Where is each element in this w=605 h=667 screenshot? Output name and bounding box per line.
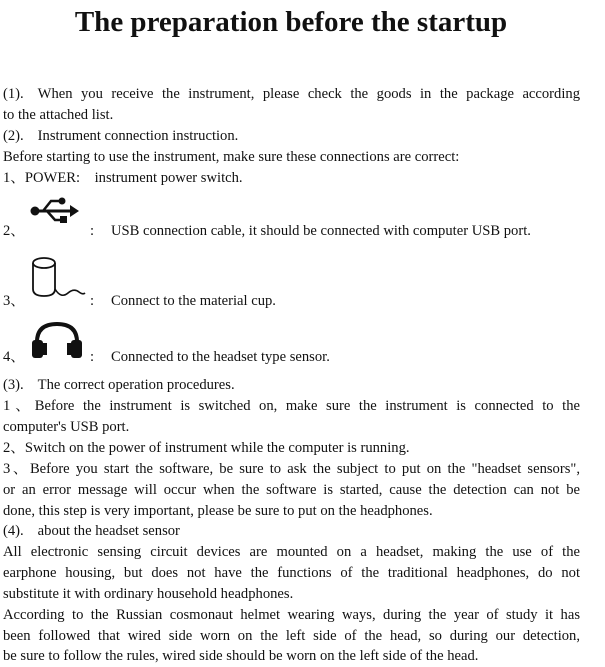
connection-4-colon: :: [90, 349, 95, 365]
procedure-3-line-1: 3、Before you start the software, be sure to ask the subject to put on the "headset sensors",: [3, 461, 580, 477]
headset-icon: [31, 320, 83, 360]
headset-para-1-line-2: earphone housing, but does not have the functions of the traditional headphones, do not: [3, 565, 580, 581]
procedure-1-line-1: 1、Before the instrument is switched on, make sure the instrument is connected to the: [3, 398, 580, 414]
page-title: The preparation before the startup: [74, 6, 508, 38]
section-4-number: (4).: [3, 523, 24, 539]
section-2-number: (2).: [3, 128, 24, 144]
headset-para-2-line-3: be sure to follow the rules, wired side should be worn on the left side of the head.: [3, 648, 479, 664]
headset-para-1-line-3: substitute it with ordinary household headphones.: [3, 586, 294, 602]
section-2-heading: [3, 126, 580, 146]
connection-1-power: 1、POWER: instrument power switch.: [3, 170, 243, 186]
section-1-text: When you receive the instrument, please check the goods in the package according: [37, 86, 580, 102]
connection-3-cup: [3, 291, 580, 311]
section-3-text: The correct operation procedures.: [37, 377, 235, 393]
connection-2-number: 2、: [3, 223, 25, 239]
connection-4-headset: [3, 347, 580, 367]
section-4-text: about the headset sensor: [37, 523, 180, 539]
section-1-number: (1).: [3, 86, 24, 102]
procedure-3-line-2: or an error message will occur when the software is started, cause the detection can not be: [3, 482, 580, 498]
connection-2-text: USB connection cable, it should be connected with computer USB port.: [111, 223, 531, 239]
connection-4-number: 4、: [3, 349, 25, 365]
section-3-heading: [3, 375, 580, 395]
connection-3-number: 3、: [3, 293, 25, 309]
procedure-2: 2、Switch on the power of instrument while the computer is running.: [3, 440, 410, 456]
connection-2-usb: [3, 221, 580, 241]
section-2-text: Instrument connection instruction.: [37, 128, 239, 144]
connection-intro: Before starting to use the instrument, make sure these connections are correct:: [3, 149, 460, 165]
connection-3-colon: :: [90, 293, 95, 309]
headset-para-2-line-1: According to the Russian cosmonaut helmet wearing ways, during the year of study it has: [3, 607, 580, 623]
section-1-line-2: to the attached list.: [3, 107, 114, 123]
procedure-1-line-2: computer's USB port.: [3, 419, 130, 435]
headset-para-2-line-2: been followed that wired side worn on the left side of the head, so during our detection,: [3, 628, 580, 644]
section-1-line-1: [3, 84, 580, 104]
section-4-heading: [3, 521, 580, 541]
usb-icon: [30, 196, 80, 226]
section-3-number: (3).: [3, 377, 24, 393]
headset-para-1-line-1: All electronic sensing circuit devices are mounted on a headset, making the use of the: [3, 544, 580, 560]
procedure-3-line-3: done, this step is very important, please be sure to put on the headphones.: [3, 503, 433, 519]
connection-4-text: Connected to the headset type sensor.: [111, 349, 330, 365]
connection-2-colon: :: [90, 223, 95, 239]
connection-3-text: Connect to the material cup.: [111, 293, 276, 309]
material-cup-icon: [31, 255, 87, 303]
